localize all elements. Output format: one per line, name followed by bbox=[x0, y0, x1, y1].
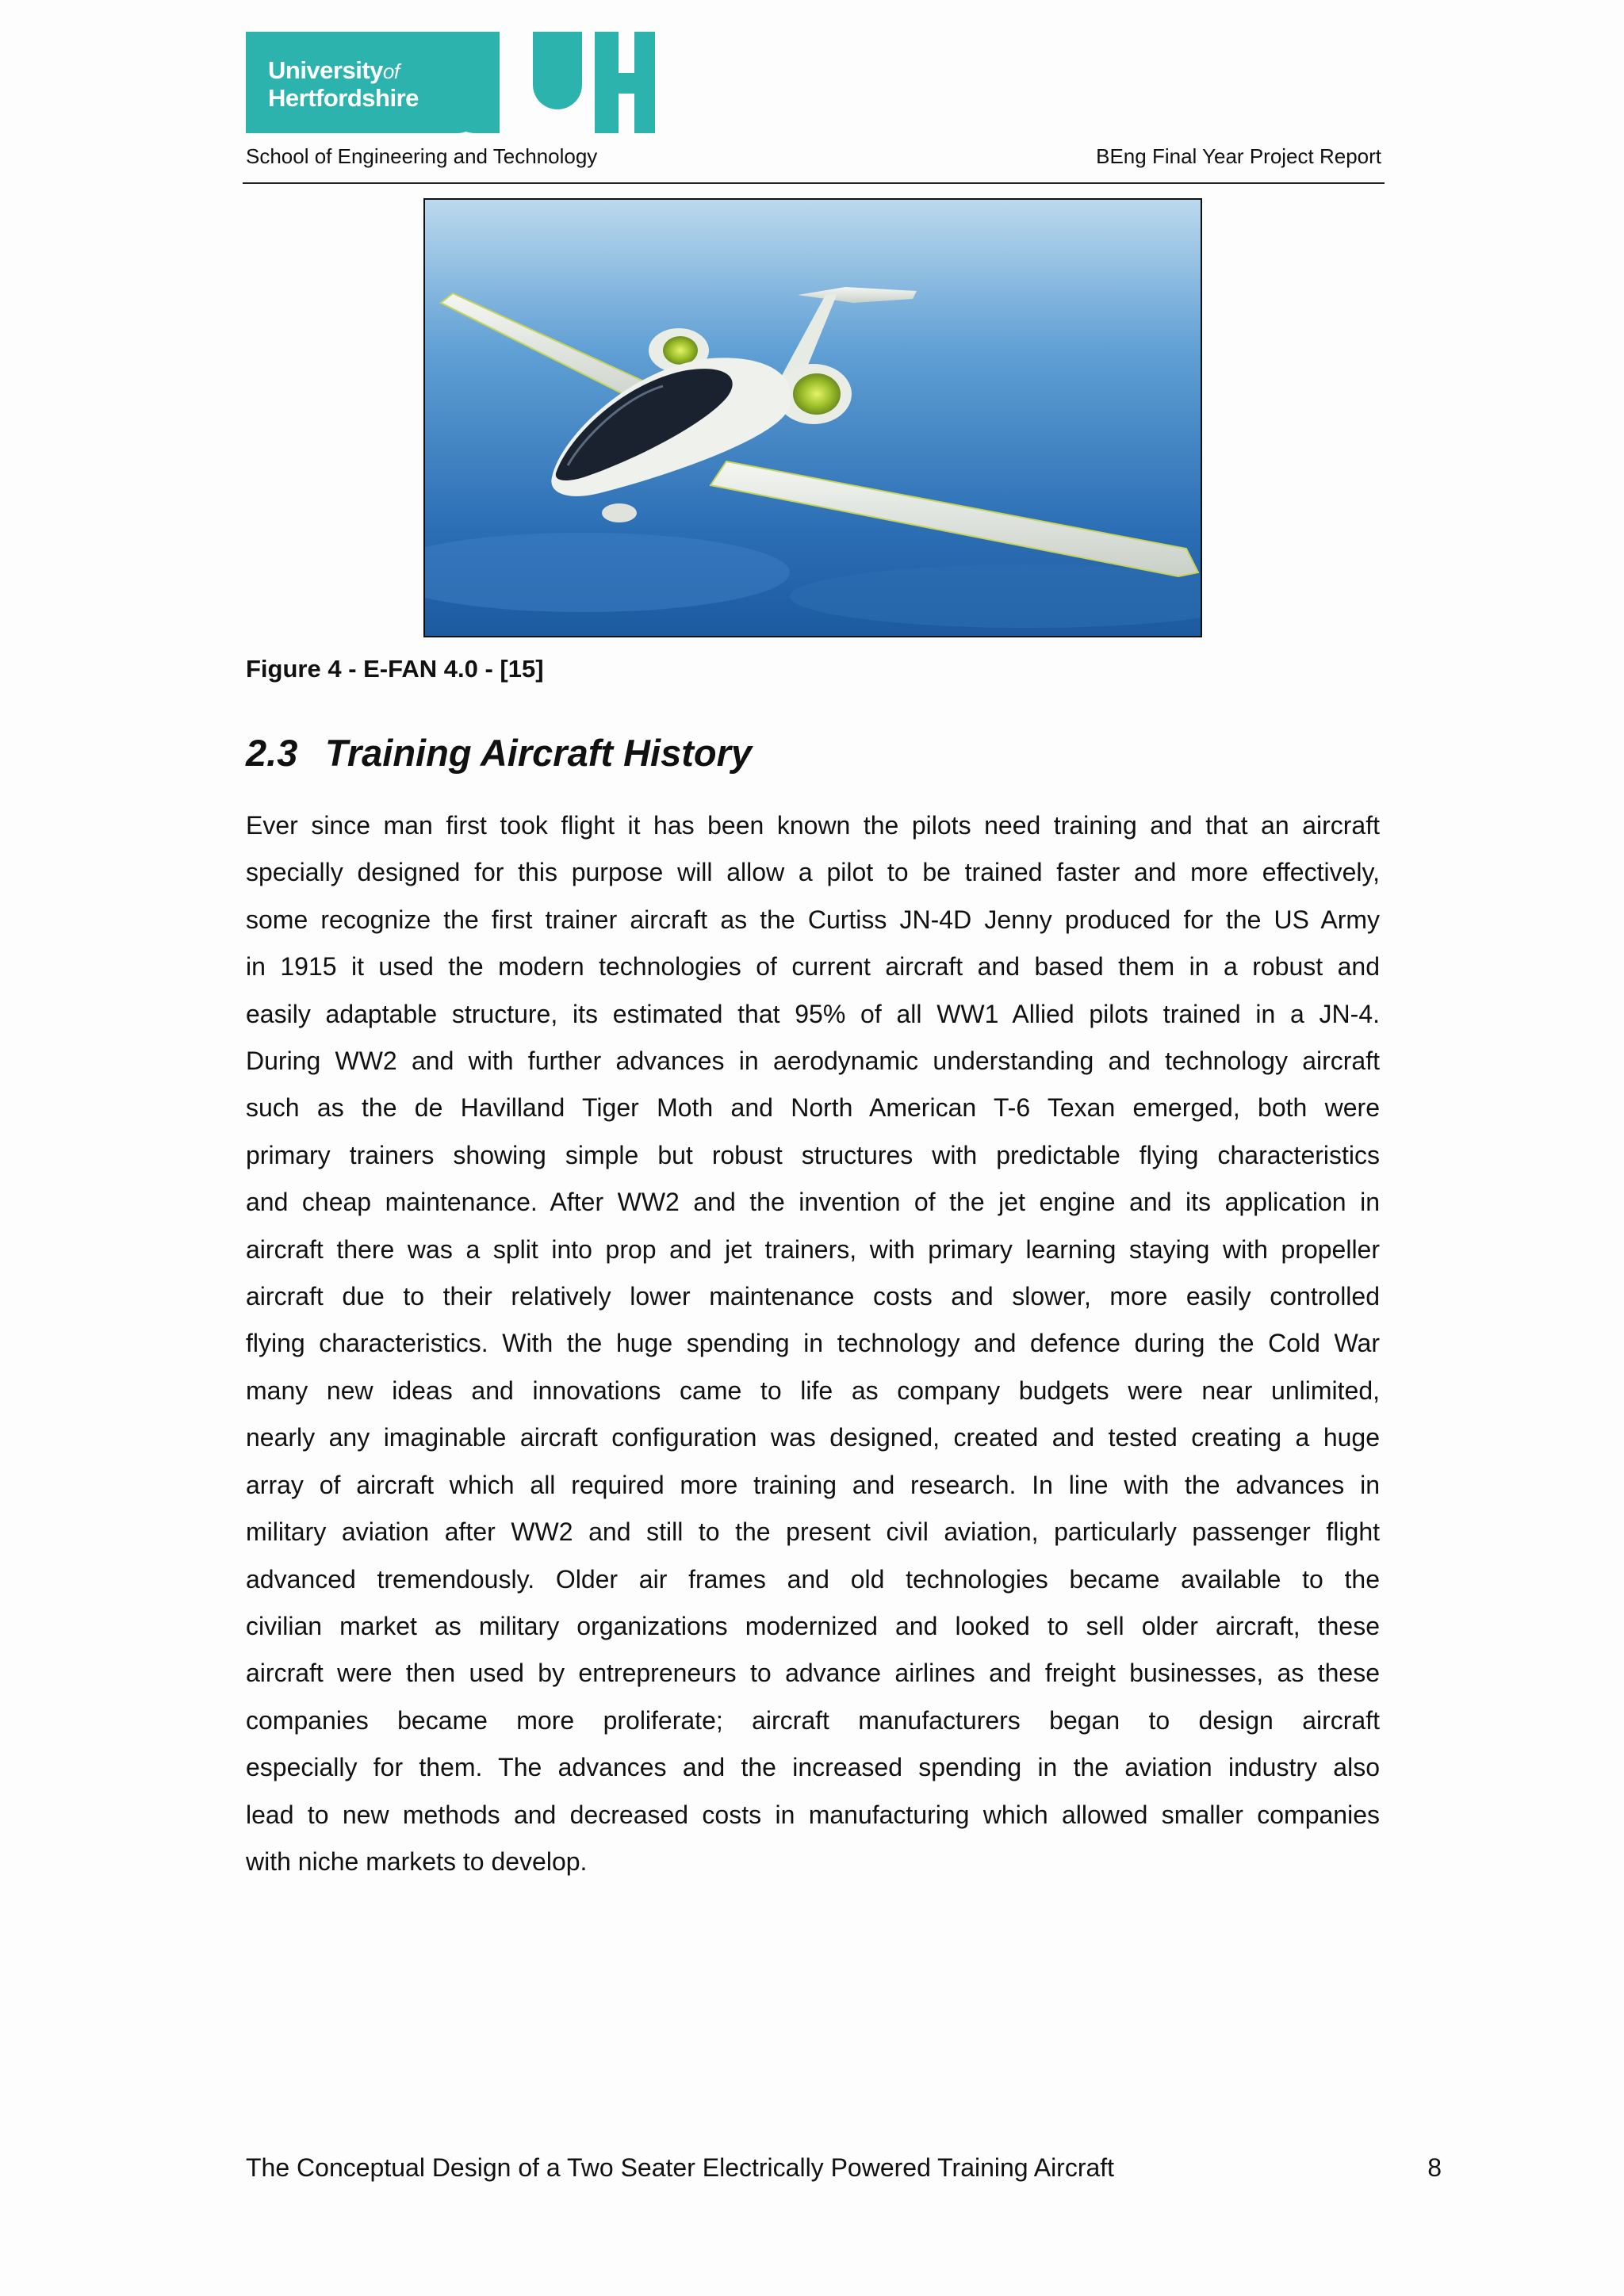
body-line: advanced tremendously. Older air frames and old technologies became available to the bbox=[246, 1564, 1380, 1594]
figure-image bbox=[423, 198, 1202, 637]
body-line: lead to new methods and decreased costs in manufacturing which allowed smaller companies bbox=[246, 1800, 1380, 1829]
logo-h-left bbox=[595, 32, 619, 133]
logo-u-gap bbox=[500, 32, 533, 133]
page-footer bbox=[246, 2153, 1442, 2183]
logo-u-left bbox=[444, 32, 500, 133]
page-number: 8 bbox=[1427, 2153, 1442, 2182]
body-line: companies became more proliferate; aircraft manufacturers began to design aircraft bbox=[246, 1705, 1380, 1735]
body-paragraph bbox=[246, 802, 1380, 1885]
section-heading bbox=[246, 731, 752, 775]
body-line: specially designed for this purpose will allow a pilot to be trained faster and more effectively, bbox=[246, 858, 1380, 887]
university-logo bbox=[246, 32, 655, 133]
body-line: primary trainers showing simple but robust structures with predictable flying characteristics bbox=[246, 1140, 1380, 1169]
body-line: in 1915 it used the modern technologies of current aircraft and based them in a robust and bbox=[246, 952, 1380, 982]
logo-h-right bbox=[634, 32, 655, 133]
body-line: many new ideas and innovations came to life as company budgets were near unlimited, bbox=[246, 1376, 1380, 1405]
logo-h-bar bbox=[619, 73, 634, 94]
header-rule bbox=[243, 182, 1385, 184]
header-report-type: BEng Final Year Project Report bbox=[1096, 144, 1381, 168]
section-number: 2.3 bbox=[246, 732, 298, 774]
body-line: some recognize the first trainer aircraft as the Curtiss JN-4D Jenny produced for the US Army bbox=[246, 905, 1380, 934]
footer-title: The Conceptual Design of a Two Seater Electrically Powered Training Aircraft bbox=[246, 2153, 1115, 2182]
logo-u-right bbox=[533, 32, 582, 109]
body-line: civilian market as military organizations modernized and looked to sell older aircraft, these bbox=[246, 1611, 1380, 1640]
body-line: with niche markets to develop. bbox=[246, 1846, 588, 1876]
body-line: Ever since man first took flight it has been known the pilots need training and that an aircraft bbox=[246, 811, 1380, 840]
body-line: aircraft due to their relatively lower maintenance costs and slower, more easily controlled bbox=[246, 1282, 1380, 1311]
body-line: such as the de Havilland Tiger Moth and North American T-6 Texan emerged, both were bbox=[246, 1093, 1380, 1123]
header-school: School of Engineering and Technology bbox=[246, 144, 598, 168]
page-header bbox=[246, 144, 1381, 169]
body-line: and cheap maintenance. After WW2 and the invention of the jet engine and its application in bbox=[246, 1188, 1380, 1217]
body-line: array of aircraft which all required more training and research. In line with the advances in bbox=[246, 1470, 1380, 1499]
section-title: Training Aircraft History bbox=[325, 732, 752, 774]
body-line: easily adaptable structure, its estimated that 95% of all WW1 Allied pilots trained in a JN-4. bbox=[246, 999, 1380, 1028]
figure-caption: Figure 4 - E-FAN 4.0 - [15] bbox=[246, 655, 544, 683]
body-line: aircraft were then used by entrepreneurs to advance airlines and freight businesses, as these bbox=[246, 1659, 1380, 1688]
body-line: especially for them. The advances and the increased spending in the aviation industry also bbox=[246, 1753, 1380, 1782]
body-line: military aviation after WW2 and still to the present civil aviation, particularly passenger flight bbox=[246, 1517, 1380, 1547]
body-line: flying characteristics. With the huge spending in technology and defence during the Cold War bbox=[246, 1329, 1380, 1358]
aircraft-illustration bbox=[425, 200, 1201, 636]
logo-text: Universityof Hertfordshire bbox=[268, 56, 419, 112]
body-line: nearly any imaginable aircraft configuration was designed, created and tested creating a huge bbox=[246, 1423, 1380, 1452]
body-line: During WW2 and with further advances in aerodynamic understanding and technology aircraft bbox=[246, 1047, 1380, 1076]
body-line: aircraft there was a split into prop and jet trainers, with primary learning staying with propeller bbox=[246, 1234, 1380, 1264]
